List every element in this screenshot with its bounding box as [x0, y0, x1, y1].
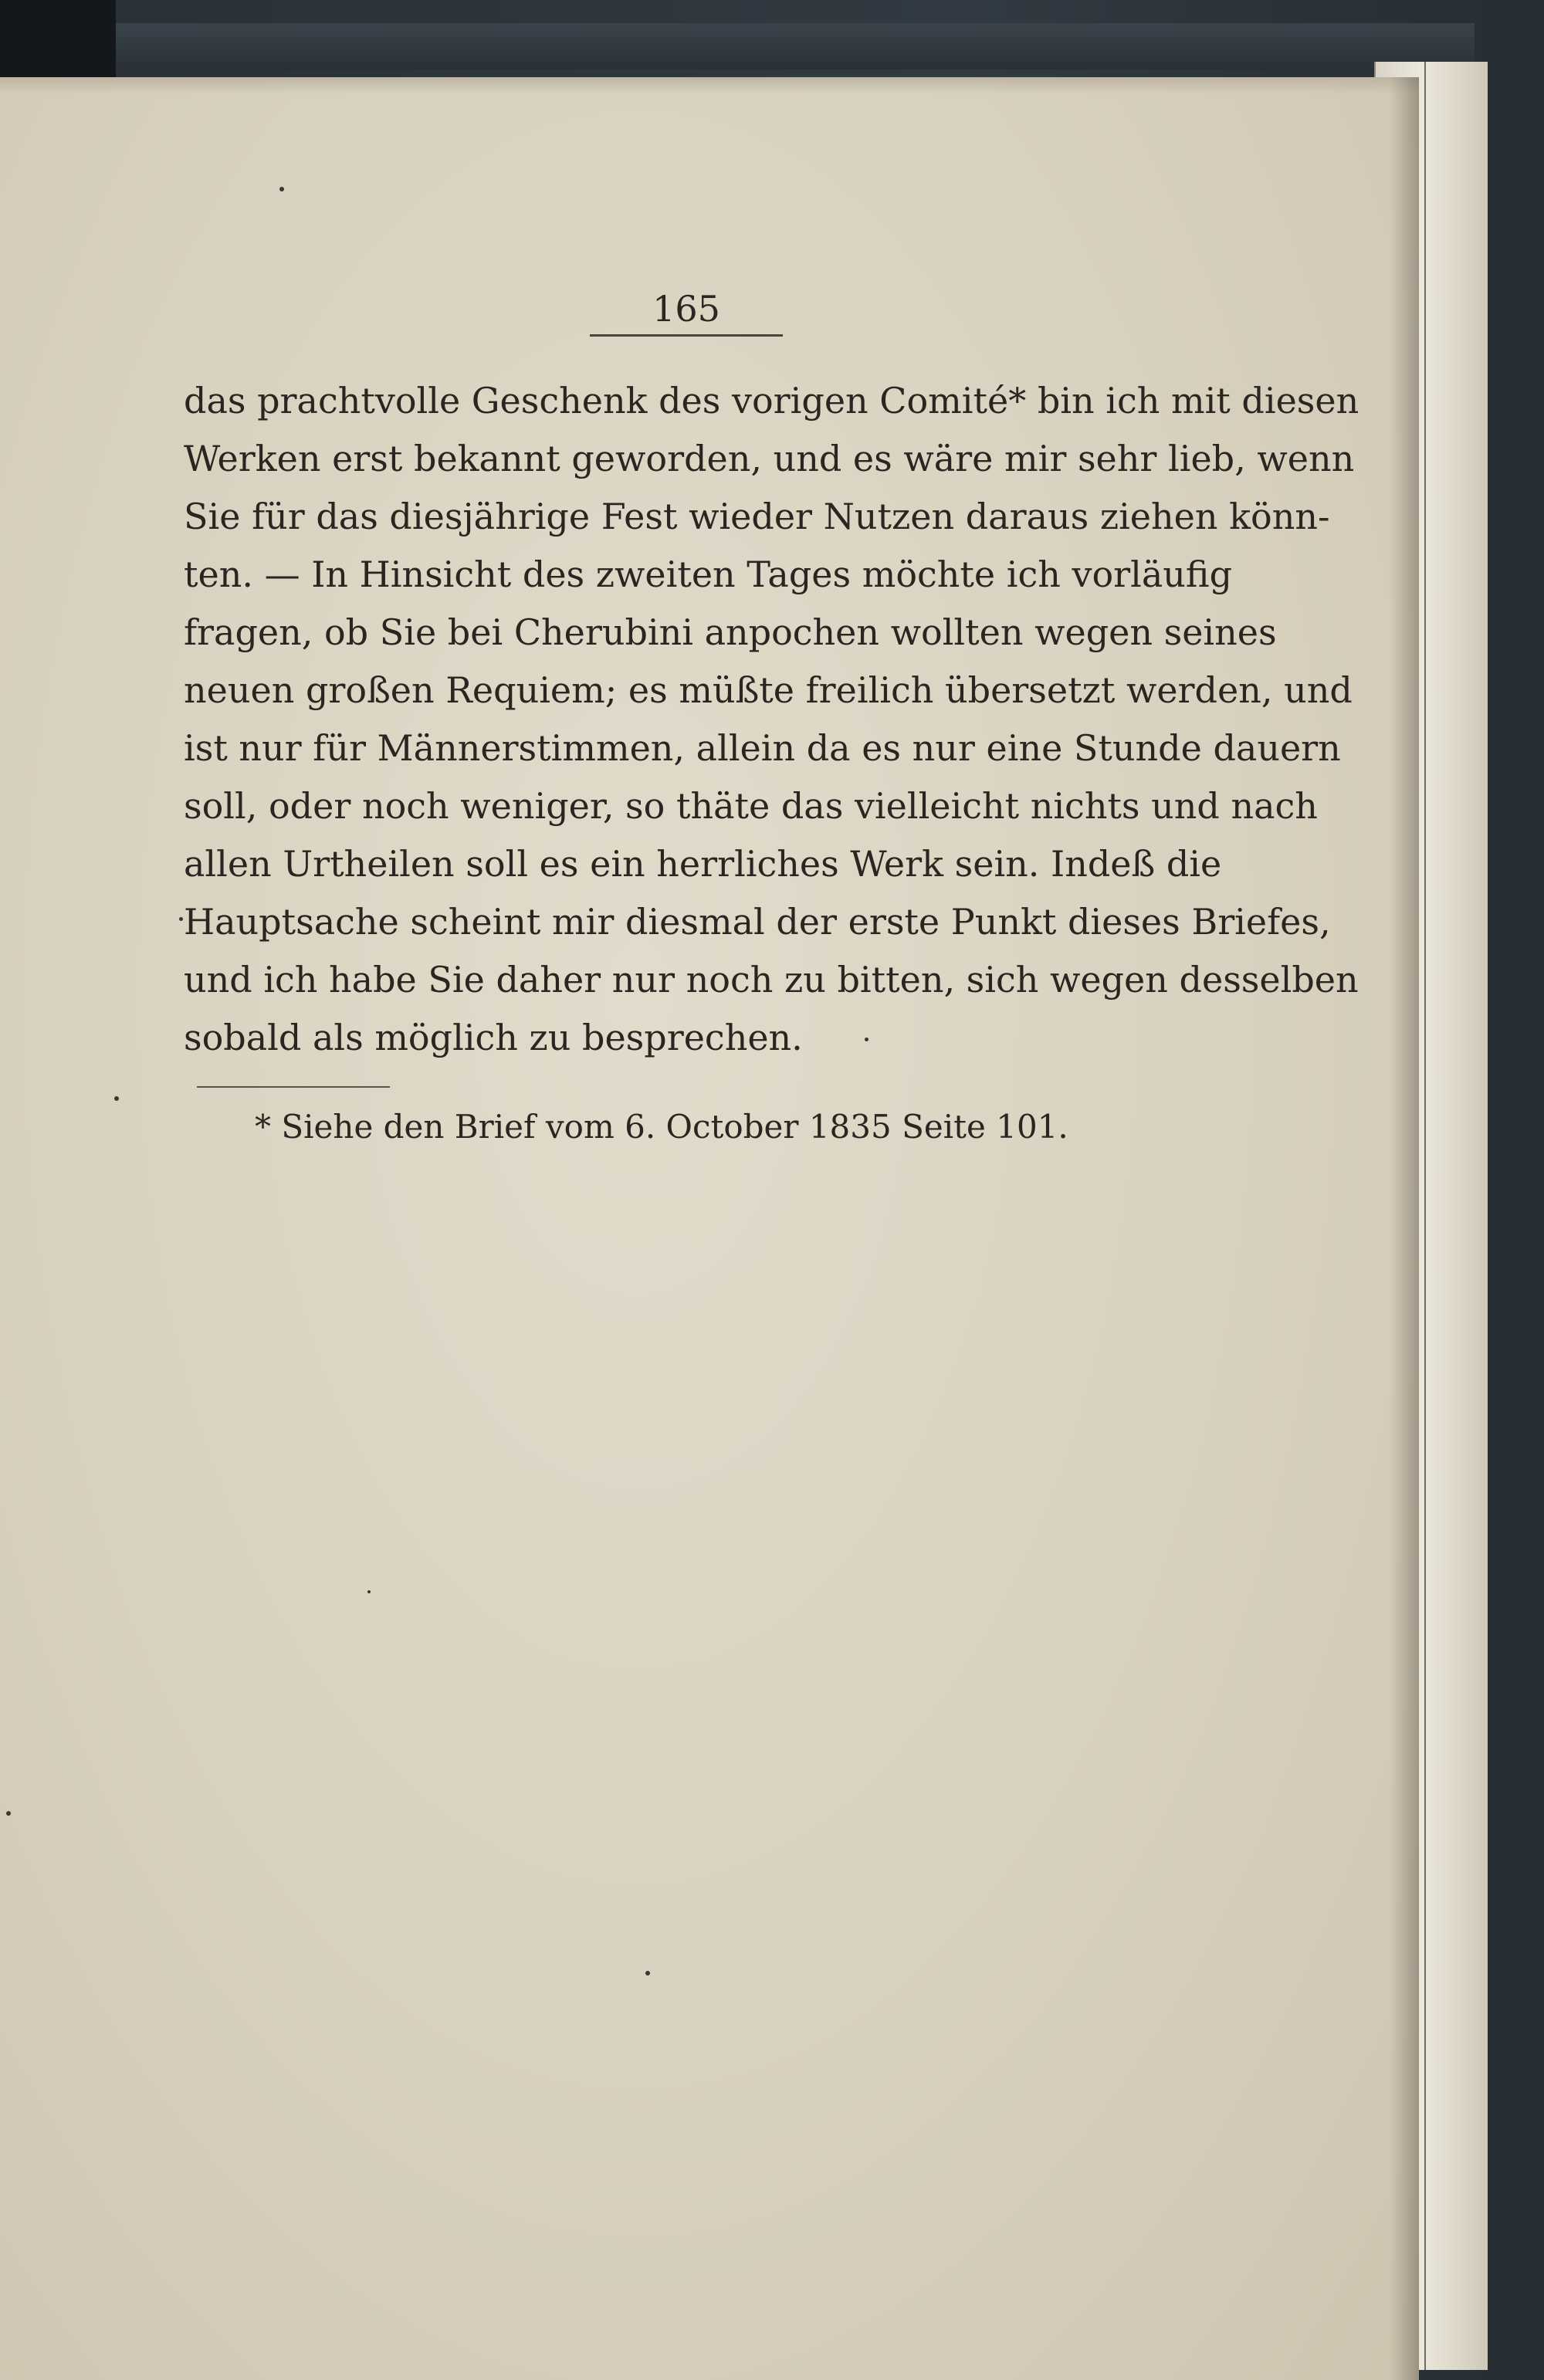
dust-speck — [279, 187, 284, 191]
dust-speck — [367, 1590, 371, 1593]
page-gutter-shadow — [1390, 77, 1419, 2380]
text-line: ten. — In Hinsicht des zweiten Tages möchte ich vorläufig — [184, 554, 1233, 595]
text-line: neuen großen Requiem; es müßte freilich übersetzt werden, und — [184, 669, 1353, 711]
text-line: das prachtvolle Geschenk des vorigen Comité* bin ich mit diesen — [184, 380, 1359, 421]
page-top-shading — [0, 77, 1419, 94]
footnote: * Siehe den Brief vom 6. October 1835 Seite 101. — [255, 1108, 1068, 1146]
text-line: soll, oder noch weniger, so thäte das vielleicht nichts und nach — [184, 785, 1318, 827]
footnote-rule — [197, 1086, 390, 1088]
book-cover-top-edge — [116, 23, 1475, 69]
page-number: 165 — [652, 288, 720, 330]
text-line: allen Urtheilen soll es ein herrliches Werk sein. Indeß die — [184, 843, 1222, 885]
text-line: Hauptsache scheint mir diesmal der erste Punkt dieses Briefes, — [184, 901, 1331, 943]
dust-speck — [114, 1096, 119, 1101]
body-text — [184, 372, 1359, 1067]
text-line: ist nur für Männerstimmen, allein da es nur eine Stunde dauern — [184, 727, 1341, 769]
page-stack-divider — [1424, 62, 1426, 2370]
dust-speck — [645, 1971, 650, 1975]
text-line: und ich habe Sie daher nur noch zu bitten, sich wegen desselben — [184, 959, 1359, 1000]
header-rule — [590, 334, 783, 337]
dust-speck — [865, 1038, 868, 1041]
text-line: sobald als möglich zu besprechen. — [184, 1017, 803, 1058]
text-line: Werken erst bekannt geworden, und es wäre mir sehr lieb, wenn — [184, 438, 1355, 479]
text-line: fragen, ob Sie bei Cherubini anpochen wollten wegen seines — [184, 611, 1277, 653]
dust-speck — [179, 917, 183, 921]
dust-speck — [6, 1811, 11, 1816]
text-line: Sie für das diesjährige Fest wieder Nutzen daraus ziehen könn- — [184, 496, 1330, 537]
